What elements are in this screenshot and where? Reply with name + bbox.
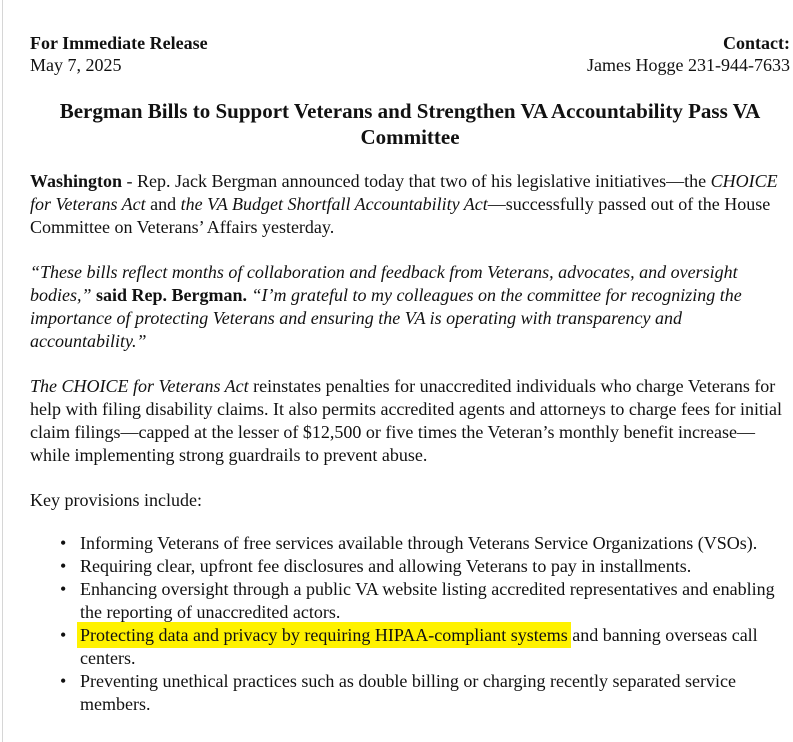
- quote-attribution: said Rep. Bergman.: [91, 285, 252, 305]
- list-item: [60, 532, 785, 555]
- choice-act-description: reinstates penalties for unaccredited individuals who charge Veterans for help with filing disability claims. It also permits accredited agents and attorneys to charge fees for initial claim filings—capped at the lesser of $12,500 or five times the Veteran’s monthly benefit increase—while implementing strong guardrails to prevent abuse.: [30, 376, 782, 465]
- contact-label: Contact:: [723, 33, 790, 53]
- release-label: For Immediate Release: [30, 33, 208, 53]
- quote-part-2: “I’m grateful to my colleagues on the committee for recognizing the importance of protecting Veterans and ensuring the VA is operating with transparency and accountability.”: [30, 285, 742, 351]
- contact-info: James Hogge 231-944-7633: [587, 55, 790, 75]
- intro-text-2: and: [145, 194, 181, 214]
- choice-act-paragraph: [30, 375, 785, 467]
- list-item: [60, 624, 785, 670]
- quote-part-1: “These bills reflect months of collaboration and feedback from Veterans, advocates, and oversight bodies,”: [30, 262, 738, 305]
- provisions-heading: Key provisions include:: [30, 490, 202, 510]
- intro-text-3: —successfully passed out of the House Committee on Veterans’ Affairs yesterday.: [30, 194, 771, 237]
- bullet-icon: •: [60, 533, 67, 553]
- act-name-budget: the VA Budget Shortfall Accountability Act: [180, 194, 488, 214]
- list-item-text: Requiring clear, upfront fee disclosures and allowing Veterans to pay in installments.: [80, 556, 692, 576]
- list-item-text: Informing Veterans of free services available through Veterans Service Organizations (VSOs).: [80, 533, 758, 553]
- highlighted-text: Protecting data and privacy by requiring HIPAA-compliant systems: [80, 625, 568, 645]
- bullet-icon: •: [60, 556, 67, 576]
- bullet-icon: •: [60, 625, 67, 645]
- intro-text-1: - Rep. Jack Bergman announced today that two of his legislative initiatives—the: [122, 171, 711, 191]
- bullet-icon: •: [60, 671, 67, 691]
- act-name-choice-2: The CHOICE for Veterans Act: [30, 376, 249, 396]
- provisions-list: [30, 532, 790, 716]
- press-release: [30, 32, 790, 716]
- bullet-icon: •: [60, 579, 67, 599]
- header: [30, 32, 790, 76]
- act-name-choice: CHOICE for Veterans Act: [30, 171, 778, 214]
- list-item: [60, 555, 785, 578]
- list-item-text: Enhancing oversight through a public VA website listing accredited representatives and enabling the reporting of unaccredited actors.: [80, 579, 775, 622]
- list-item: [60, 670, 785, 716]
- contact-block: [587, 32, 790, 76]
- release-date: May 7, 2025: [30, 55, 122, 75]
- list-item-text: Preventing unethical practices such as double billing or charging recently separated service members.: [80, 671, 736, 714]
- release-block: [30, 32, 208, 76]
- intro-paragraph: [30, 170, 785, 239]
- list-item-text: and banning overseas call centers.: [80, 625, 758, 668]
- quote-paragraph: [30, 261, 785, 353]
- dateline: Washington: [30, 171, 123, 191]
- page-title: Bergman Bills to Support Veterans and Strengthen VA Accountability Pass VA Committee: [59, 99, 761, 149]
- left-border: [2, 0, 3, 742]
- list-item: [60, 578, 785, 624]
